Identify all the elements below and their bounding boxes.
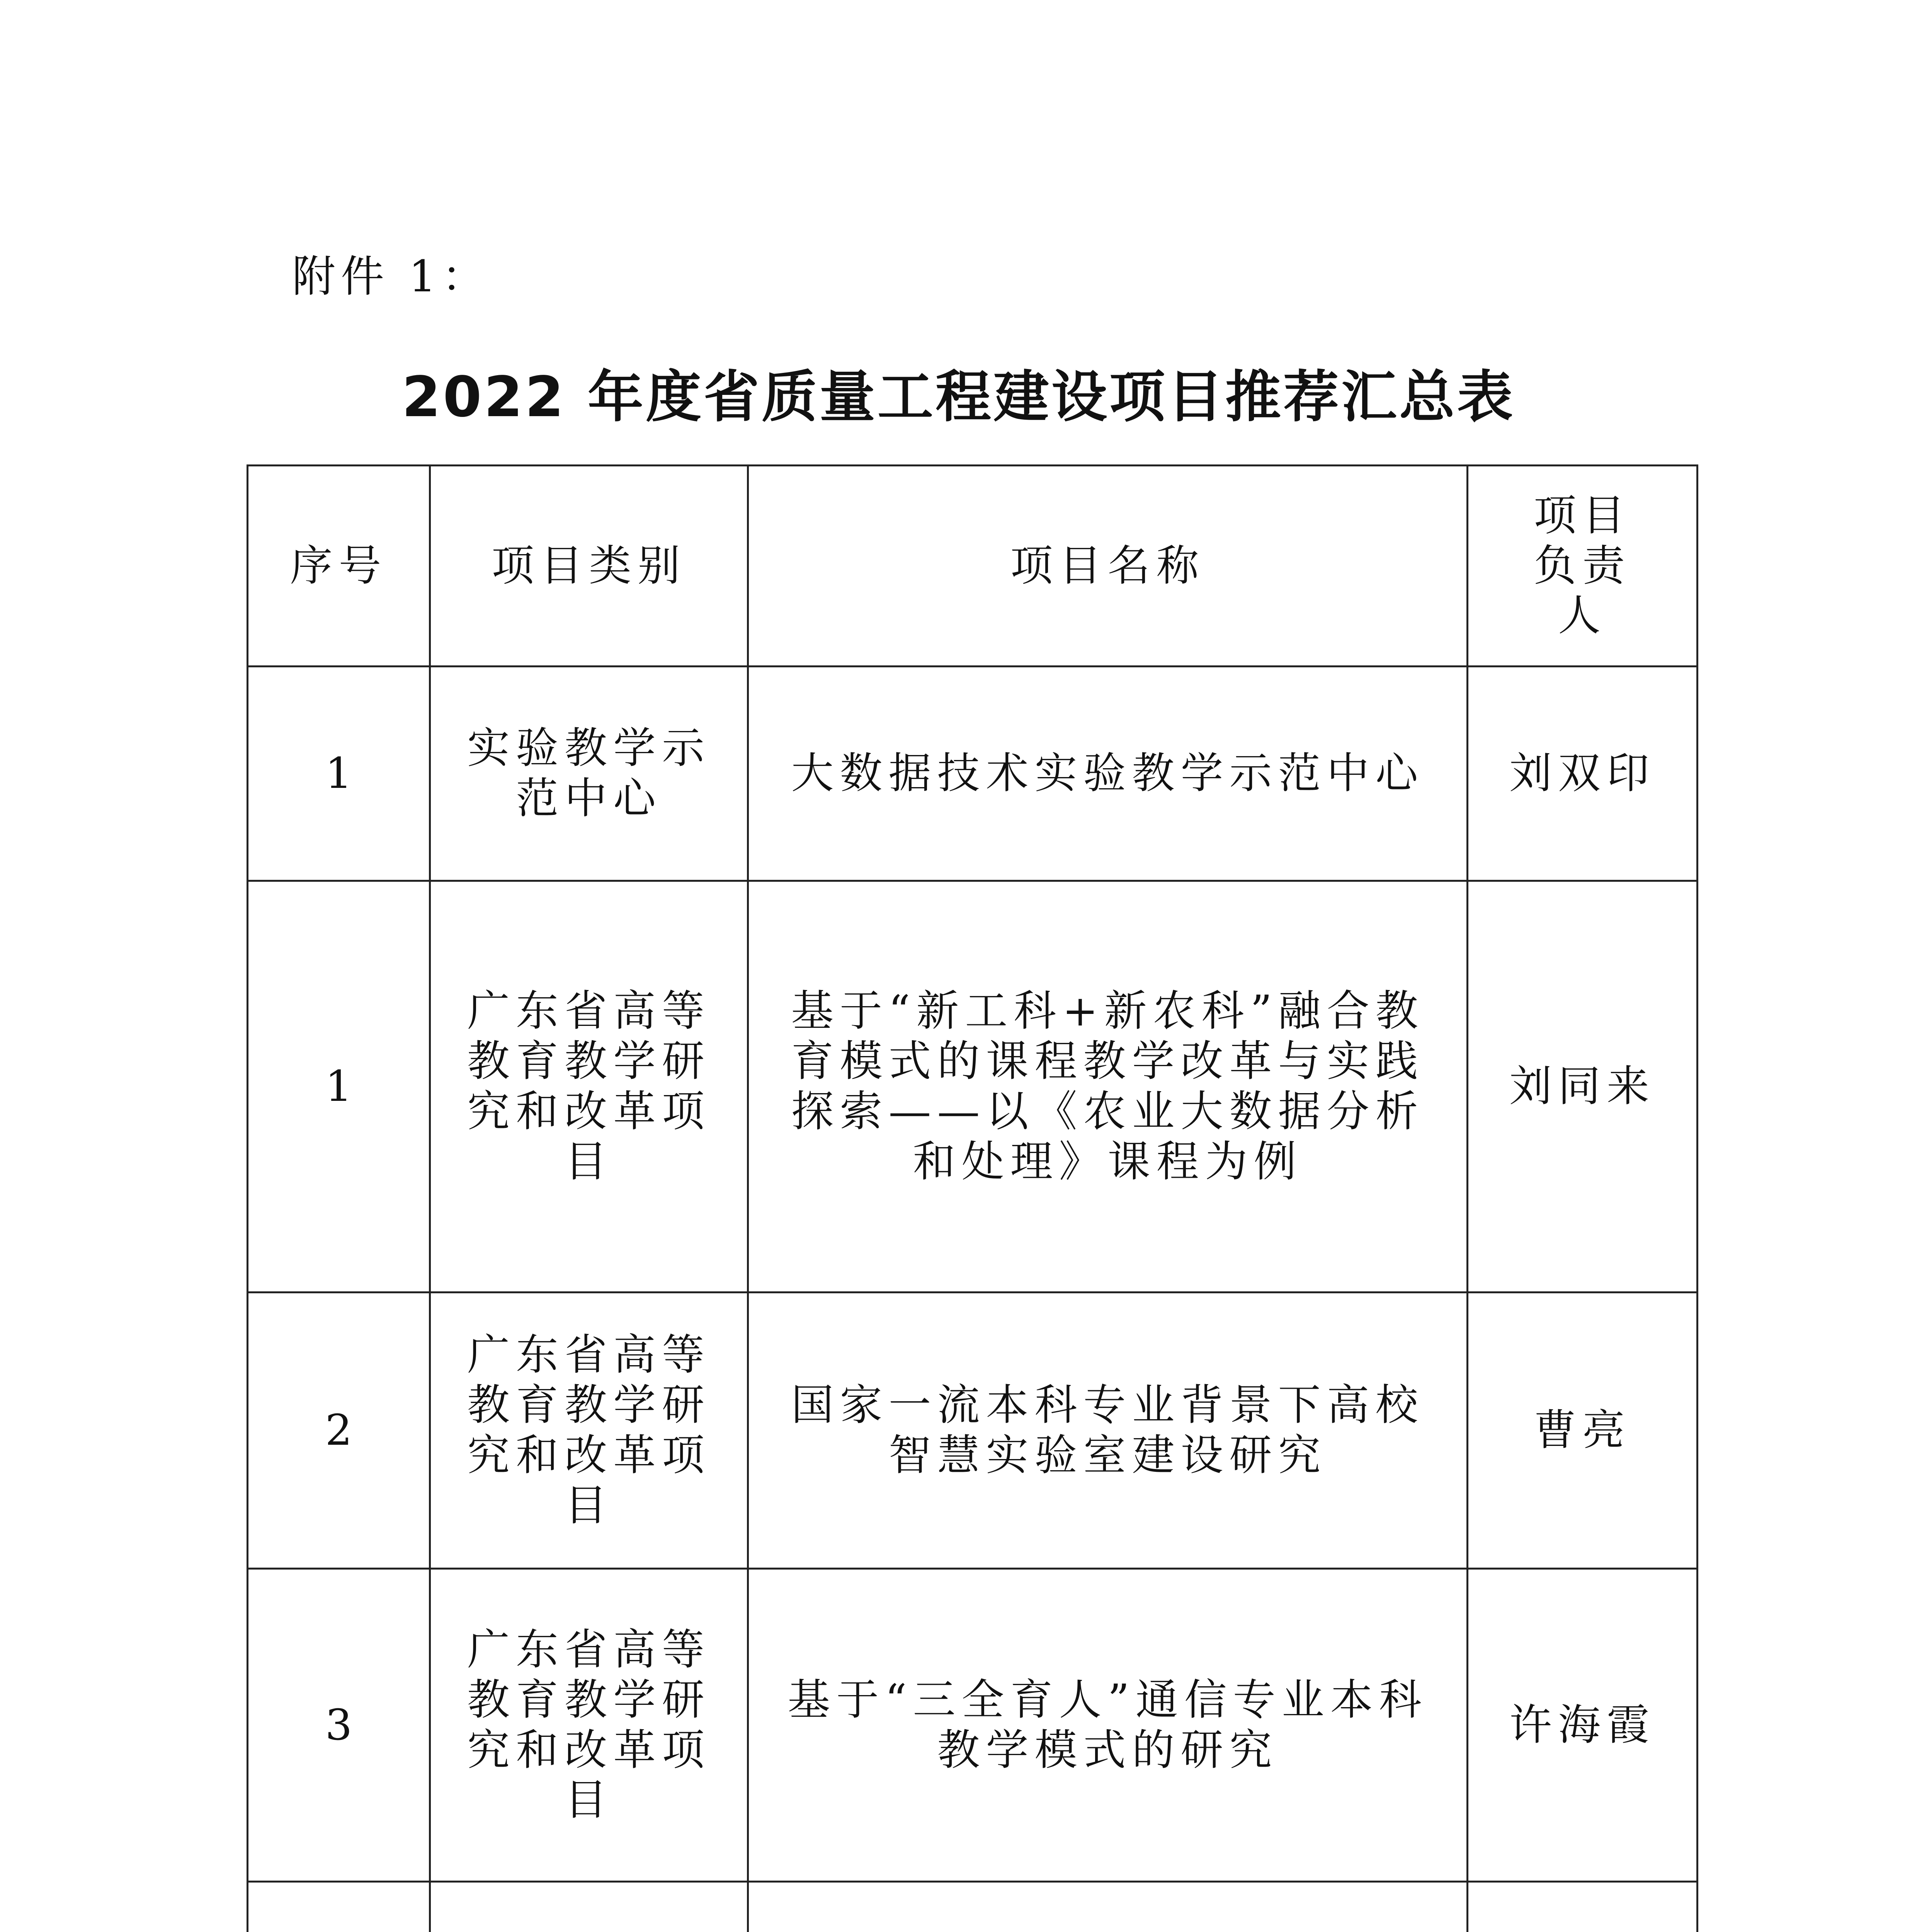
row-index: 3 [248,1569,430,1882]
table-row [248,1293,1698,1569]
header-name: 项目名称 [748,466,1468,667]
row-index: 1 [248,667,430,881]
table-row [248,1882,1698,1932]
row-index [248,1882,430,1932]
row-leader [1468,1882,1698,1932]
attachment-label: 附件 1： [292,252,490,302]
row-category: 广东省高等教育教学研究和改革项目 [430,1293,748,1569]
row-project-name: 基于“新工科+新农科”融合教育模式的课程教学改革与实践探索——以《农业大数据分析和处理》课程为例 [748,881,1468,1293]
row-leader: 刘双印 [1468,667,1698,881]
row-index: 1 [248,881,430,1293]
header-category: 项目类别 [430,466,748,667]
header-leader: 项目负责人 [1468,466,1698,667]
row-category [430,1882,748,1932]
row-index: 2 [248,1293,430,1569]
table-row [248,881,1698,1293]
header-index: 序号 [248,466,430,667]
table-header-row [248,466,1698,667]
table-row [248,1569,1698,1882]
row-leader: 刘同来 [1468,881,1698,1293]
page-title: 2022 年度省质量工程建设项目推荐汇总表 [402,364,1515,429]
row-category: 实验教学示范中心 [430,667,748,881]
row-leader: 曹亮 [1468,1293,1698,1569]
summary-table [247,464,1698,1932]
row-leader: 许海霞 [1468,1569,1698,1882]
row-category: 广东省高等教育教学研究和改革项目 [430,881,748,1293]
row-project-name: 国家一流本科专业背景下高校智慧实验室建设研究 [748,1293,1468,1569]
row-project-name: 基于“三全育人”通信专业本科教学模式的研究 [748,1569,1468,1882]
table-row [248,667,1698,881]
row-project-name [748,1882,1468,1932]
row-project-name: 大数据技术实验教学示范中心 [748,667,1468,881]
row-category: 广东省高等教育教学研究和改革项目 [430,1569,748,1882]
